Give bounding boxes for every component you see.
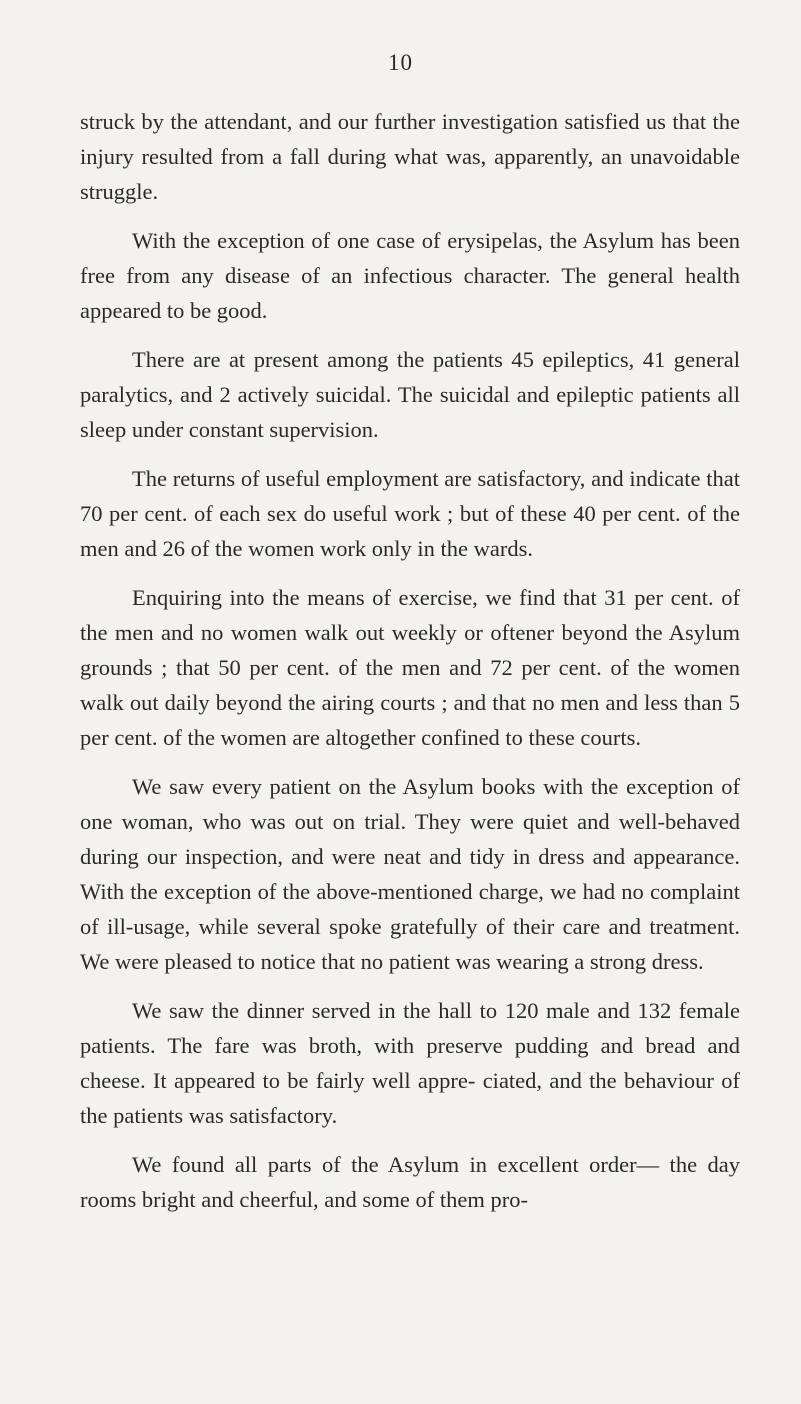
body-text [80, 104, 740, 1231]
paragraph-4: The returns of useful employment are satisfactory, and indicate that 70 per cent. of each sex do useful work ; but of these 40 per cent. of the men and 26 of the women work only in the wards. [80, 466, 740, 561]
paragraph-8: We found all parts of the Asylum in excellent order— the day rooms bright and cheerful, and some of them pro- [80, 1152, 740, 1212]
paragraph-7: We saw the dinner served in the hall to 120 male and 132 female patients. The fare was broth, with preserve pudding and bread and cheese. It appeared to be fairly well appre- ciated, and the behaviour of the patients was satisfactory. [80, 998, 740, 1128]
paragraph-2: With the exception of one case of erysipelas, the Asylum has been free from any disease of an infectious character. The general health appeared to be good. [80, 228, 740, 323]
paragraph-3: There are at present among the patients 45 epileptics, 41 general paralytics, and 2 actively suicidal. The suicidal and epileptic patients all sleep under constant supervision. [80, 347, 740, 442]
paragraph-1: struck by the attendant, and our further investigation satisfied us that the injury resulted from a fall during what was, apparently, an unavoidable struggle. [80, 109, 740, 204]
paragraph-5: Enquiring into the means of exercise, we find that 31 per cent. of the men and no women walk out weekly or oftener beyond the Asylum grounds ; that 50 per cent. of the men and 72 per cent. of the women walk out daily beyond the airing courts ; and that no men and less than 5 per cent. of the women are altogether confined to these courts. [80, 585, 740, 750]
paragraph-6: We saw every patient on the Asylum books with the exception of one woman, who was out on trial. They were quiet and well-behaved during our inspection, and were neat and tidy in dress and appearance. With the exception of the above-mentioned charge, we had no complaint of ill-usage, while several spoke gratefully of their care and treatment. We were pleased to notice that no patient was wearing a strong dress. [80, 774, 740, 974]
page-number: 10 [388, 50, 413, 75]
